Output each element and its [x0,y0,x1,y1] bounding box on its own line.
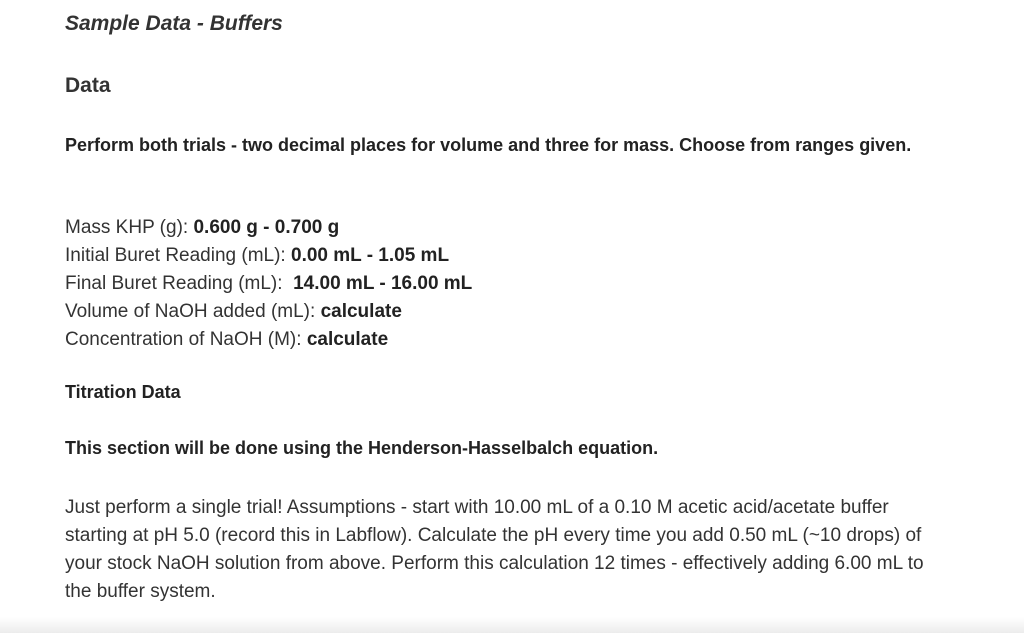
data-item-label: Final Buret Reading (mL): [65,273,294,294]
data-item-concentration-naoh [65,326,472,354]
data-item-value: calculate [320,301,402,322]
data-item-volume-naoh [65,298,472,326]
data-item-label: Concentration of NaOH (M): [65,329,307,350]
data-item-final-buret [65,270,472,298]
data-item-value: 0.00 mL - 1.05 mL [291,245,450,266]
page-title: Sample Data - Buffers [65,12,283,35]
section-heading-titration-data: Titration Data [65,382,181,402]
instructions-text: Perform both trials - two decimal places for volume and three for mass. Choose from ranges given. [65,135,912,155]
data-item-label: Volume of NaOH added (mL): [65,301,321,322]
assumptions-paragraph: Just perform a single trial! Assumptions - start with 10.00 mL of a 0.10 M acetic acid/acetate buffer starting at pH 5.0 (record this in Labflow). Calculate the pH every time you add 0.50 mL (~10 drops) of your stock NaOH solution from above. Perform this calculation 12 times - effectively adding 6.00 mL to the buffer system. [65,497,924,602]
data-item-label: Initial Buret Reading (mL): [65,245,291,266]
data-item-initial-buret [65,242,472,270]
data-item-value: 14.00 mL - 16.00 mL [293,273,473,294]
data-item-mass-khp [65,214,472,242]
section-heading-data: Data [65,74,111,97]
data-item-label: Mass KHP (g): [65,217,194,238]
data-list [65,214,472,354]
bottom-edge-shadow [0,617,1024,633]
data-item-value: 0.600 g - 0.700 g [193,217,340,238]
data-item-value: calculate [306,329,389,350]
henderson-hasselbalch-note: This section will be done using the Henderson-Hasselbalch equation. [65,438,659,458]
